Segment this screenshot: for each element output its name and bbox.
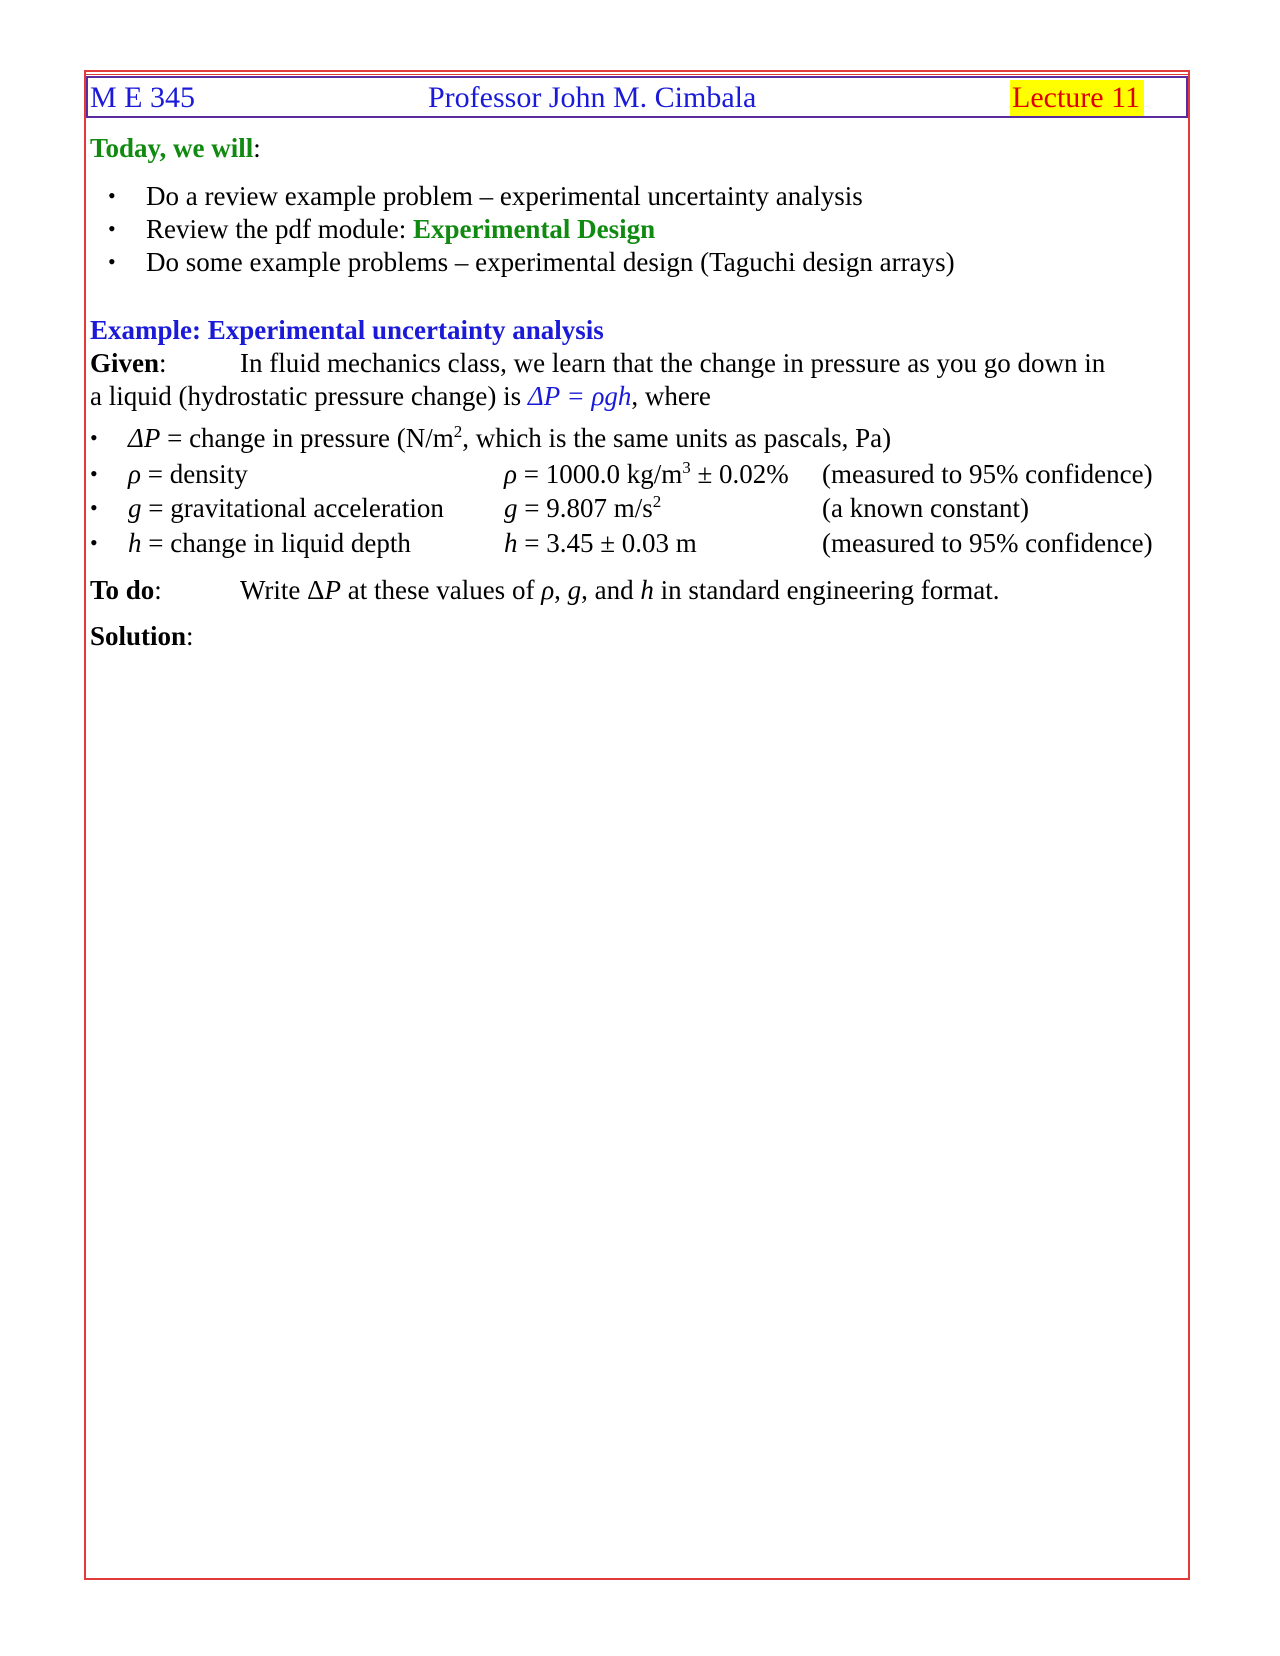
value-text: = 3.45 ± 0.03 m bbox=[517, 528, 697, 558]
professor-name: Professor John M. Cimbala bbox=[428, 81, 757, 114]
var-desc: = gravitational acceleration bbox=[141, 493, 444, 523]
bullet-icon: • bbox=[108, 216, 116, 241]
todo-part: at these values of bbox=[341, 575, 542, 605]
given-text-2b: , where bbox=[631, 381, 711, 411]
given-line-1 bbox=[90, 347, 167, 379]
todo-part: Write Δ bbox=[240, 575, 325, 605]
todo-line bbox=[90, 574, 162, 606]
var-sup: 2 bbox=[453, 422, 463, 441]
value-text: = 1000.0 kg/m bbox=[516, 459, 683, 489]
intro-item-2-highlight: Experimental Design bbox=[412, 214, 656, 244]
var-h-value bbox=[504, 527, 697, 559]
var-g-note: (a known constant) bbox=[822, 493, 1029, 523]
var-delta-p bbox=[128, 422, 891, 454]
var-g-value bbox=[504, 492, 661, 524]
var-desc: = density bbox=[140, 459, 248, 489]
page-frame bbox=[84, 70, 1190, 1580]
todo-colon: : bbox=[154, 575, 162, 605]
value-sup: 3 bbox=[682, 458, 691, 477]
bullet-icon: • bbox=[90, 530, 98, 555]
todo-text bbox=[240, 574, 1000, 606]
var-symbol: g bbox=[128, 493, 142, 523]
example-title: Example: Experimental uncertainty analysis bbox=[90, 315, 604, 345]
formula: ΔP = ρgh bbox=[527, 381, 632, 411]
var-symbol: ρ bbox=[128, 459, 141, 489]
var-desc: = change in liquid depth bbox=[141, 528, 411, 558]
todo-part: P bbox=[324, 575, 341, 605]
header-rule bbox=[86, 74, 1188, 75]
given-label: Given bbox=[90, 348, 160, 378]
var-h-note: (measured to 95% confidence) bbox=[822, 528, 1153, 558]
var-desc-tail: , which is the same units as pascals, Pa) bbox=[462, 423, 892, 453]
bullet-icon: • bbox=[90, 495, 98, 520]
todo-label: To do bbox=[90, 575, 155, 605]
bullet-icon: • bbox=[90, 425, 98, 450]
bullet-icon: • bbox=[90, 461, 98, 486]
given-colon: : bbox=[159, 348, 167, 378]
solution-label: Solution bbox=[90, 621, 187, 651]
value-symbol: h bbox=[504, 528, 518, 558]
intro-colon: : bbox=[253, 133, 261, 163]
intro-item-2 bbox=[146, 213, 655, 245]
given-text-2a: a liquid (hydrostatic pressure change) is bbox=[90, 381, 528, 411]
todo-part: g bbox=[567, 575, 582, 605]
var-symbol: h bbox=[128, 528, 142, 558]
given-text-1: In fluid mechanics class, we learn that the change in pressure as you go down in bbox=[240, 348, 1106, 378]
given-line-2 bbox=[90, 380, 711, 412]
value-text: = 9.807 m/s bbox=[517, 493, 653, 523]
value-sup: 2 bbox=[652, 492, 662, 511]
var-rho-note: (measured to 95% confidence) bbox=[822, 459, 1153, 489]
intro-item-3: Do some example problems – experimental design (Taguchi design arrays) bbox=[146, 247, 955, 277]
solution-line bbox=[90, 620, 194, 652]
var-rho-value bbox=[504, 458, 789, 490]
todo-part: in standard engineering format. bbox=[653, 575, 1000, 605]
value-symbol: g bbox=[504, 493, 518, 523]
intro-item-2-text: Review the pdf module: bbox=[146, 214, 413, 244]
todo-part: h bbox=[640, 575, 654, 605]
todo-part: , and bbox=[581, 575, 641, 605]
var-h bbox=[128, 527, 411, 559]
bullet-icon: • bbox=[108, 183, 116, 208]
intro-heading-line bbox=[90, 132, 261, 164]
var-desc: = change in pressure (N/m bbox=[160, 423, 454, 453]
course-code: M E 345 bbox=[90, 81, 195, 114]
solution-colon: : bbox=[186, 621, 194, 651]
bullet-icon: • bbox=[108, 249, 116, 274]
var-symbol: ΔP bbox=[128, 423, 161, 453]
var-g bbox=[128, 492, 444, 524]
value-tail: ± 0.02% bbox=[690, 459, 789, 489]
intro-item-1: Do a review example problem – experimental uncertainty analysis bbox=[146, 181, 863, 211]
value-symbol: ρ bbox=[504, 459, 517, 489]
todo-part: ρ bbox=[541, 575, 555, 605]
var-rho bbox=[128, 458, 248, 490]
lecture-number: Lecture 11 bbox=[1010, 80, 1144, 116]
intro-heading: Today, we will bbox=[90, 133, 254, 163]
todo-part: , bbox=[554, 575, 568, 605]
